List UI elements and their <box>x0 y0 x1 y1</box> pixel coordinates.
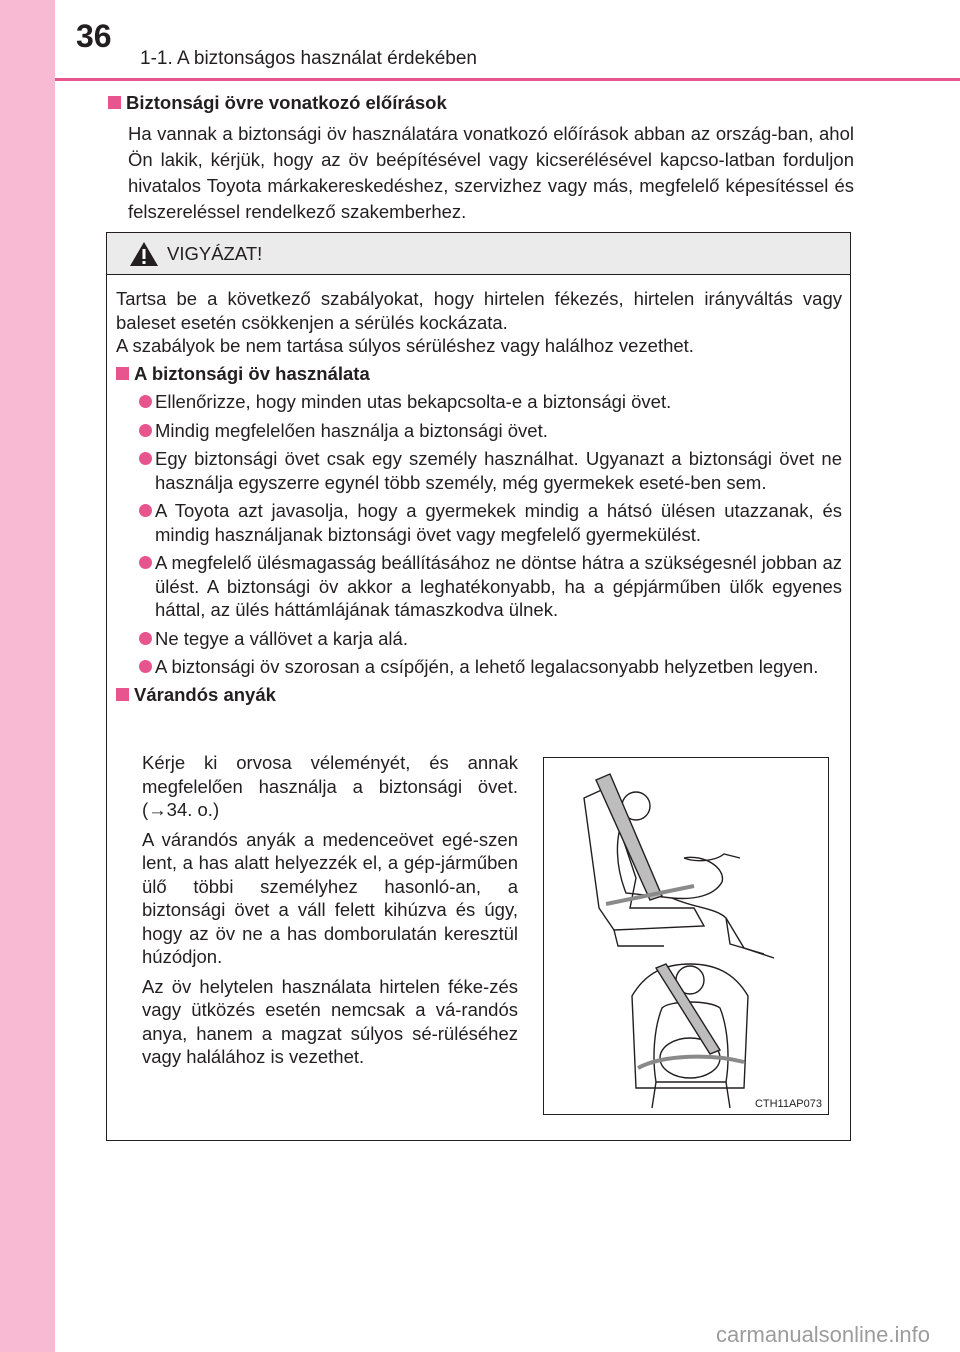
section-paragraph: Ha vannak a biztonsági öv használatára vonatkozó előírások abban az ország-ban, ahol Ön lakik, kérjük, hogy az öv beépítésével vagy kicserélésével kapcso-latban forduljon hivatalos Toyota márkakereskedéshez, szervizhez vagy más, megfelelő képesítéssel és felszereléssel rendelkező szakemberhez. <box>128 123 854 222</box>
header-rule <box>55 78 960 81</box>
bullet-item: A biztonsági öv szorosan a csípőjén, a lehető legalacsonyabb helyzetben legyen. <box>116 655 842 679</box>
pregnant-seatbelt-illustration <box>543 757 829 1115</box>
dot-bullet-icon <box>139 504 152 517</box>
pregnant-paragraph: Az öv helytelen használata hirtelen féke-zés vagy ütközés esetén nemcsak a vá-randós anya, hanem a magzat súlyos sé-rüléséhez vagy halálához is vezethet. <box>142 975 518 1067</box>
bullet-item: Ellenőrizze, hogy minden utas bekapcsolta-e a biztonsági övet. <box>116 390 842 414</box>
dot-bullet-icon <box>139 452 152 465</box>
warning-title: VIGYÁZAT! <box>167 243 263 264</box>
dot-bullet-icon <box>139 395 152 408</box>
warning-body <box>116 287 842 706</box>
bullet-item: Egy biztonsági övet csak egy személy használhat. Ugyanazt a biztonsági övet ne használja egyszerre egynél több személy, még gyermekek eseté-ben sem. <box>116 447 842 494</box>
section-title: Biztonsági övre vonatkozó előírások <box>126 92 447 113</box>
dot-bullet-icon <box>139 424 152 437</box>
dot-bullet-icon <box>139 632 152 645</box>
pregnant-paragraph: Kérje ki orvosa véleményét, és annak megfelelően használja a biztonsági övet. (→34. o.) <box>142 752 518 820</box>
bullet-item: Mindig megfelelően használja a biztonsági övet. <box>116 419 842 443</box>
square-bullet-icon <box>116 367 129 380</box>
dot-bullet-icon <box>139 660 152 673</box>
bullet-item: A megfelelő ülésmagasság beállításához ne döntse hátra a szükségesnél jobban az ülést. A biztonsági öv akkor a leghatékonyabb, ha a gépjárműben ülők egyenes háttal, az ülés háttámlájának támaszkodva ülnek. <box>116 551 842 622</box>
footer-watermark: carmanualsonline.info <box>715 1322 930 1347</box>
page-header <box>0 0 960 80</box>
bullet-item: A Toyota azt javasolja, hogy a gyermekek mindig a hátsó ülésen utazzanak, és mindig használjanak biztonsági övet vagy megfelelő gyermekülést. <box>116 499 842 546</box>
square-bullet-icon <box>116 688 129 701</box>
warning-triangle-icon <box>129 241 159 267</box>
pregnant-text <box>142 751 518 1075</box>
dot-bullet-icon <box>139 556 152 569</box>
section-heading <box>108 92 447 114</box>
chapter-title: 1-1. A biztonságos használat érdekében <box>140 48 477 69</box>
side-tab-strip <box>0 0 55 1352</box>
warning-header <box>107 233 850 275</box>
bullet-item: Ne tegye a vállövet a karja alá. <box>116 627 842 651</box>
warning-intro-2: A szabályok be nem tartása súlyos sérüléshez vagy halálhoz vezethet. <box>116 335 694 356</box>
page-number: 36 <box>76 18 112 54</box>
subheading-pregnant: Várandós anyák <box>116 683 842 707</box>
pregnant-paragraph: A várandós anyák a medenceövet egé-szen lent, a has alatt helyezzék el, a gép-járműben ülő többi személyhez hasonló-an, a biztonsági övet a váll felett kihúzva és úgy, hogy az öv ne a has domborulatán keresztül húzódjon. <box>142 828 518 967</box>
warning-box <box>106 232 851 1141</box>
square-bullet-icon <box>108 96 121 109</box>
illustration-drawing <box>544 758 830 1116</box>
warning-intro-1: Tartsa be a következő szabályokat, hogy hirtelen fékezés, hirtelen irányváltás vagy baleset esetén csökkenjen a sérülés kockázata. <box>116 288 842 333</box>
subheading-seatbelt-use: A biztonsági öv használata <box>116 362 842 386</box>
illustration-code: CTH11AP073 <box>754 1098 822 1110</box>
